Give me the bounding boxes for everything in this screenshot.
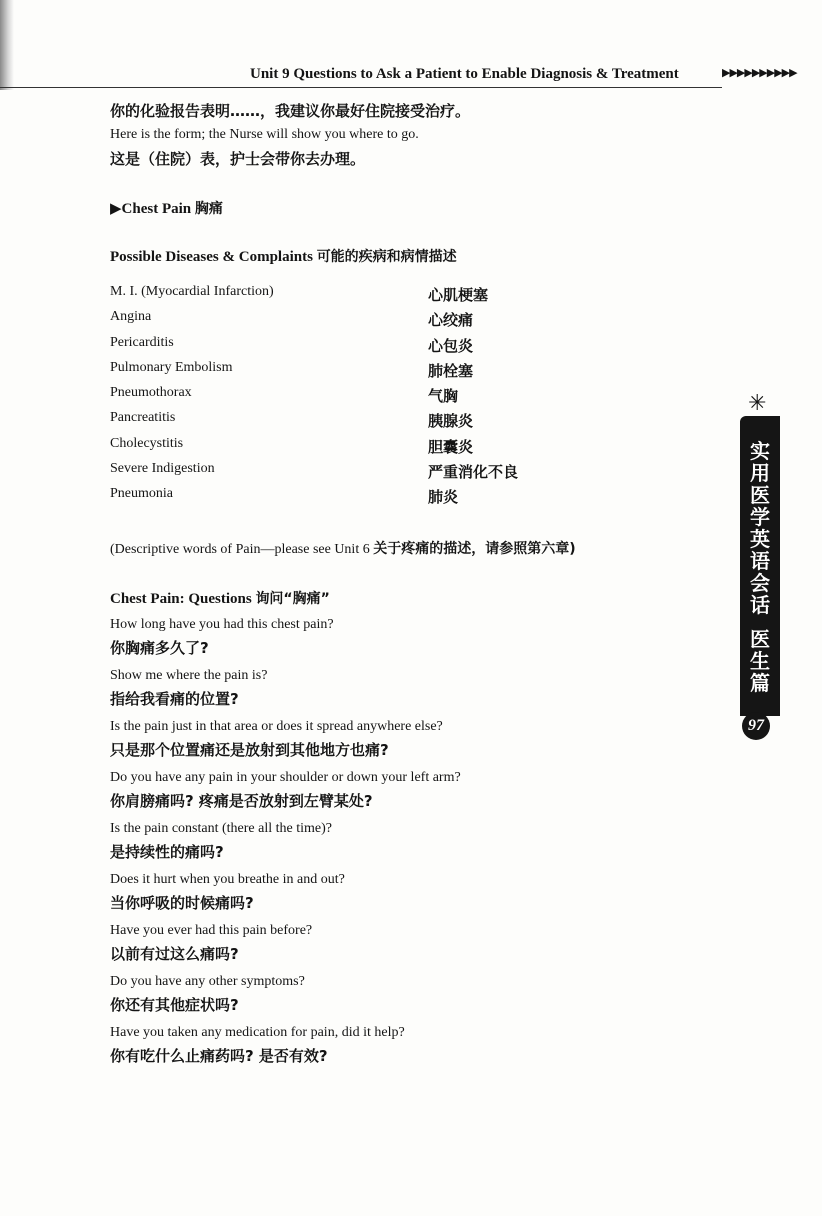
- question-pair: [110, 716, 710, 762]
- side-char: 生: [750, 649, 770, 673]
- side-char: 用: [750, 461, 770, 485]
- section-title: [110, 198, 710, 218]
- side-char: 医: [750, 627, 770, 651]
- disease-en: Cholecystitis: [110, 435, 184, 451]
- disease-zh: 气胸: [428, 387, 459, 406]
- intro-line-3: 这是（住院）表，护士会带你去办理。: [110, 150, 366, 168]
- questions-heading-zh: 询问“胸痛”: [255, 591, 330, 607]
- question-en: Do you have any pain in your shoulder or down your left arm?: [110, 770, 461, 785]
- question-zh: 以前有过这么痛吗?: [110, 945, 239, 963]
- pain-note: [110, 538, 576, 558]
- question-zh: 你还有其他症状吗?: [110, 996, 239, 1014]
- question-pair: [110, 767, 710, 813]
- questions-block: [110, 588, 710, 1073]
- intro-line-2: Here is the form; the Nurse will show you where to go.: [110, 127, 419, 142]
- question-pair: [110, 920, 710, 966]
- side-char: 医: [750, 483, 770, 507]
- side-tab-title: [740, 440, 780, 694]
- disease-zh: 胰腺炎: [428, 412, 474, 431]
- question-pair: [110, 614, 710, 660]
- disease-zh: 心绞痛: [428, 311, 474, 330]
- question-en: Is the pain just in that area or does it spread anywhere else?: [110, 719, 443, 734]
- disease-en: Angina: [110, 309, 152, 325]
- question-en: Does it hurt when you breathe in and out?: [110, 872, 345, 887]
- diseases-heading-zh: 可能的疾病和病情描述: [316, 249, 457, 265]
- section-title-en: ▶Chest Pain: [110, 201, 192, 217]
- question-zh: 当你呼吸的时候痛吗?: [110, 894, 254, 912]
- disease-en: Pancreatitis: [110, 410, 176, 426]
- running-header: Unit 9 Questions to Ask a Patient to Enable Diagnosis & Treatment: [250, 66, 679, 82]
- questions-heading-en: Chest Pain: Questions: [110, 591, 252, 607]
- page-number: 97: [742, 712, 770, 740]
- question-en: Have you taken any medication for pain, did it help?: [110, 1025, 405, 1040]
- disease-en: M. I. (Myocardial Infarction): [110, 284, 274, 299]
- side-char: 篇: [750, 671, 770, 695]
- disease-zh: 心包炎: [428, 336, 474, 355]
- side-char: 语: [750, 549, 770, 573]
- question-en: Is the pain constant (there all the time)?: [110, 821, 332, 836]
- question-pair: [110, 869, 710, 915]
- intro-block: [110, 100, 710, 266]
- question-pair: [110, 818, 710, 864]
- disease-zh: 胆囊炎: [428, 437, 474, 456]
- question-zh: 是持续性的痛吗?: [110, 843, 224, 861]
- questions-heading: [110, 588, 710, 608]
- question-pair: [110, 971, 710, 1017]
- header-rule: [0, 87, 722, 88]
- disease-zh: 肺炎: [428, 488, 459, 507]
- question-zh: 只是那个位置痛还是放射到其他地方也痛?: [110, 741, 389, 759]
- question-zh: 你胸痛多久了?: [110, 639, 209, 657]
- disease-en: Pulmonary Embolism: [110, 359, 233, 375]
- diseases-heading: [110, 246, 710, 266]
- section-title-zh: 胸痛: [194, 201, 223, 217]
- question-pair: [110, 1022, 710, 1068]
- sparkle-icon: ✳: [748, 390, 767, 415]
- side-char: 学: [750, 505, 770, 529]
- question-en: How long have you had this chest pain?: [110, 617, 334, 632]
- pain-note-zh: 关于疼痛的描述，请参照第六章): [373, 541, 576, 557]
- disease-zh: 心肌梗塞: [428, 286, 489, 304]
- question-pair: [110, 665, 710, 711]
- intro-line-1: 你的化验报告表明……，我建议你最好住院接受治疗。: [110, 102, 471, 120]
- side-char: 英: [750, 527, 770, 551]
- disease-zh: 肺栓塞: [428, 361, 474, 380]
- disease-en: Pneumonia: [110, 486, 173, 502]
- page-edge-shadow: [0, 0, 14, 90]
- book-side-tab: [740, 392, 780, 752]
- diseases-heading-en: Possible Diseases & Complaints: [110, 249, 313, 265]
- question-en: Do you have any other symptoms?: [110, 974, 305, 989]
- pain-note-en: (Descriptive words of Pain—please see Unit 6: [110, 542, 374, 557]
- side-char: 实: [750, 439, 770, 463]
- disease-en: Severe Indigestion: [110, 461, 215, 477]
- question-zh: 指给我看痛的位置?: [110, 690, 239, 708]
- header-arrows: ▶▶▶▶▶▶▶▶▶▶: [722, 67, 797, 79]
- disease-en: Pneumothorax: [110, 385, 192, 401]
- disease-zh: 严重消化不良: [428, 463, 519, 482]
- question-zh: 你肩膀痛吗? 疼痛是否放射到左臂某处?: [110, 792, 373, 810]
- question-zh: 你有吃什么止痛药吗? 是否有效?: [110, 1047, 328, 1065]
- question-en: Show me where the pain is?: [110, 668, 268, 683]
- disease-en: Pericarditis: [110, 334, 174, 350]
- side-char: 话: [750, 593, 770, 617]
- side-char: 会: [750, 571, 770, 595]
- question-en: Have you ever had this pain before?: [110, 923, 313, 938]
